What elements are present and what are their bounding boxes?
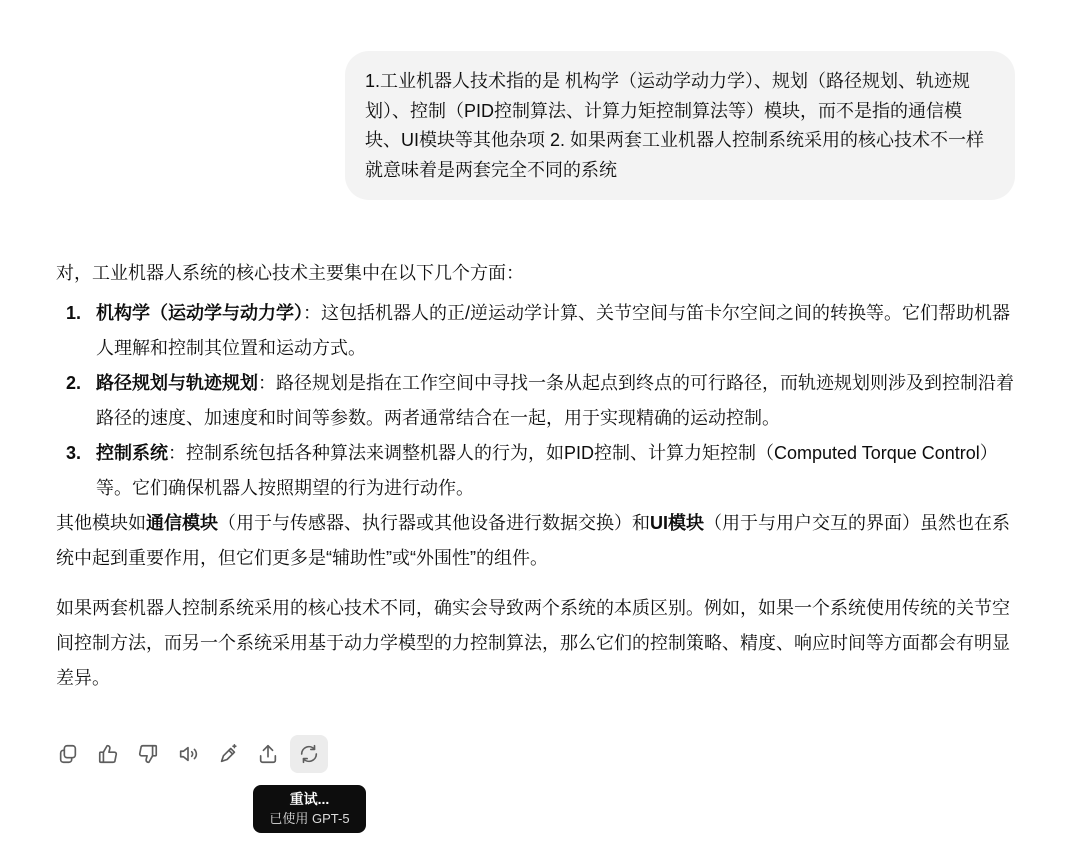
tooltip-subtitle: 已使用 GPT-5 xyxy=(269,811,350,826)
user-message-bubble xyxy=(345,51,1015,200)
list-item xyxy=(56,366,1026,436)
list-item-title: 控制系统 xyxy=(96,443,168,463)
thumbs-up-icon xyxy=(97,743,119,765)
bad-response-button[interactable] xyxy=(130,736,166,772)
read-aloud-button[interactable] xyxy=(170,736,206,772)
list-number: 2. xyxy=(66,373,82,393)
list-item-text: ：这包括机器人的正/逆运动学计算、关节空间与笛卡尔空间之间的转换等。它们帮助机器人理解和控制其位置和运动方式。 xyxy=(96,303,1010,358)
edit-in-canvas-button[interactable] xyxy=(210,736,246,772)
copy-button[interactable] xyxy=(50,736,86,772)
share-icon xyxy=(257,743,279,765)
list-item-title: 路径规划与轨迹规划 xyxy=(96,373,258,393)
list-item-text: ：控制系统包括各种算法来调整机器人的行为，如PID控制、计算力矩控制（Computed Torque Control）等。它们确保机器人按照期望的行为进行动作。 xyxy=(96,443,998,498)
copy-icon xyxy=(57,743,79,765)
assistant-intro: 对，工业机器人系统的核心技术主要集中在以下几个方面： xyxy=(56,263,524,283)
thumbs-down-icon xyxy=(137,743,159,765)
ui-module-bold: UI模块 xyxy=(650,513,704,533)
share-button[interactable] xyxy=(250,736,286,772)
other-modules-paragraph xyxy=(56,506,1026,576)
list-item xyxy=(56,296,1026,366)
list-item xyxy=(56,436,1026,506)
regenerate-icon xyxy=(298,743,320,765)
list-number: 3. xyxy=(66,443,82,463)
difference-paragraph: 如果两套机器人控制系统采用的核心技术不同，确实会导致两个系统的本质区别。例如，如果一个系统使用传统的关节空间控制方法，而另一个系统采用基于动力学模型的力控制算法，那么它们的控制策略、精度、响应时间等方面都会有明显差异。 xyxy=(56,598,1010,688)
regenerate-button[interactable] xyxy=(290,735,328,773)
message-actions-toolbar xyxy=(50,735,332,773)
comm-module-bold: 通信模块 xyxy=(146,513,218,533)
list-number: 1. xyxy=(66,303,82,323)
list-item-title: 机构学（运动学与动力学） xyxy=(96,303,303,323)
regenerate-tooltip xyxy=(253,785,366,833)
list-item-text: ：路径规划是指在工作空间中寻找一条从起点到终点的可行路径，而轨迹规划则涉及到控制沿着路径的速度、加速度和时间等参数。两者通常结合在一起，用于实现精确的运动控制。 xyxy=(96,373,1014,428)
paragraph-text: （用于与传感器、执行器或其他设备进行数据交换）和 xyxy=(218,513,650,533)
tooltip-title: 重试... xyxy=(289,791,330,807)
paragraph-text: 其他模块如 xyxy=(56,513,146,533)
user-message-text: 1.工业机器人技术指的是 机构学（运动学动力学）、规划（路径规划、轨迹规划）、控制（PID控制算法、计算力矩控制算法等）模块，而不是指的通信模块、UI模块等其他杂项 2. 如果两套工业机器人控制系统采用的核心技术不一样就意味着是两套完全不同的系统 xyxy=(365,71,985,180)
edit-in-canvas-icon xyxy=(217,743,239,765)
good-response-button[interactable] xyxy=(90,736,126,772)
assistant-message xyxy=(56,256,1026,696)
paragraph-text: （用于与用户交互的界面）虽然也在系统中起到重要作用，但它们更多是“辅助性”或“外围性”的组件。 xyxy=(56,513,1010,568)
core-tech-list xyxy=(56,296,1026,506)
read-aloud-icon xyxy=(177,743,199,765)
